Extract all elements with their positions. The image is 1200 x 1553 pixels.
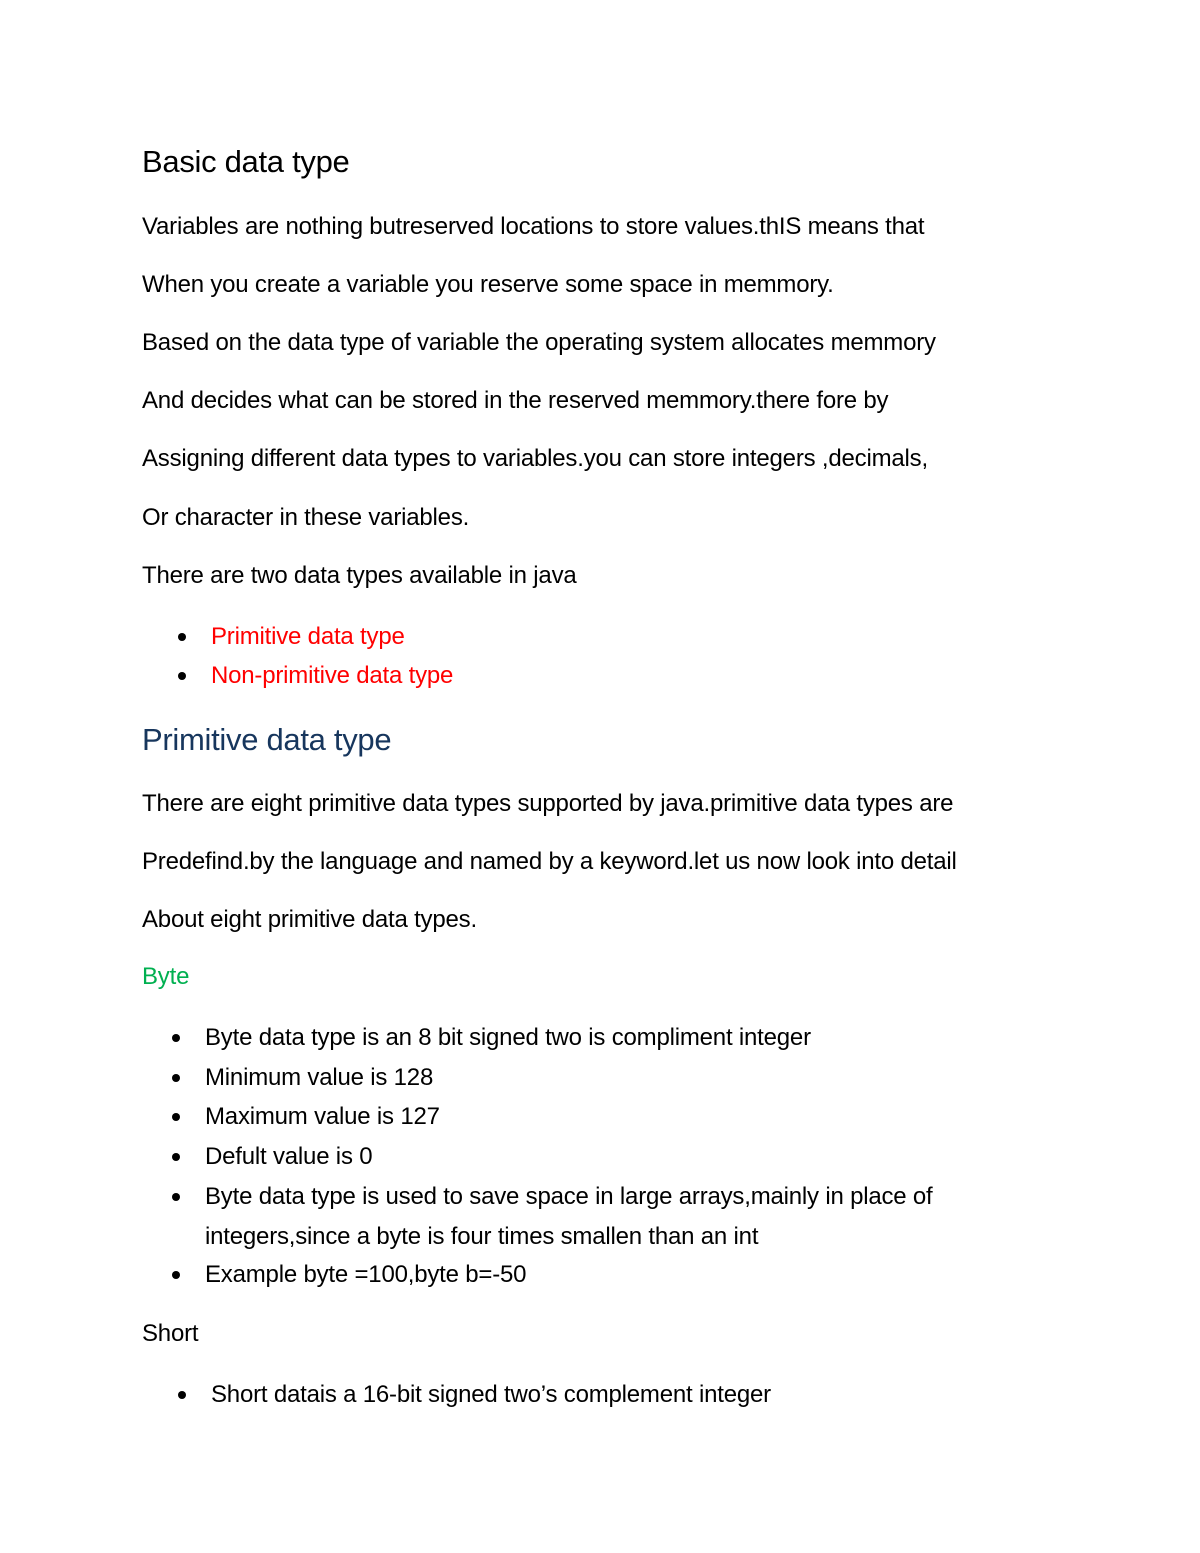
list-item-label: Non-primitive data type: [211, 662, 454, 689]
bullet-icon: [178, 633, 186, 641]
intro-line-1: Variables are nothing butreserved locations to store values.thIS means that: [142, 213, 925, 240]
primitive-line-2: Predefind.by the language and named by a keyword.let us now look into detail: [142, 848, 957, 875]
bullet-icon: [172, 1034, 180, 1042]
short-heading: Short: [142, 1320, 199, 1347]
intro-line-5: Assigning different data types to variables.you can store integers ,decimals,: [142, 445, 928, 472]
bullet-icon: [172, 1113, 180, 1121]
list-item-label: Byte data type is an 8 bit signed two is compliment integer: [205, 1024, 811, 1051]
intro-line-4: And decides what can be stored in the reserved memmory.there fore by: [142, 387, 889, 414]
list-item-continuation: integers,since a byte is four times smallen than an int: [205, 1223, 759, 1250]
byte-heading: Byte: [142, 963, 190, 990]
document-title: Basic data type: [142, 144, 350, 179]
list-item-label: Maximum value is 127: [205, 1103, 440, 1130]
bullet-icon: [178, 672, 186, 680]
list-item-label: Defult value is 0: [205, 1143, 373, 1170]
primitive-heading: Primitive data type: [142, 722, 392, 757]
intro-line-7: There are two data types available in java: [142, 562, 577, 589]
intro-line-6: Or character in these variables.: [142, 504, 470, 531]
bullet-icon: [172, 1193, 180, 1201]
bullet-icon: [172, 1153, 180, 1161]
primitive-line-1: There are eight primitive data types supported by java.primitive data types are: [142, 790, 954, 817]
list-item-label: Example byte =100,byte b=-50: [205, 1261, 527, 1288]
bullet-icon: [172, 1271, 180, 1279]
bullet-icon: [172, 1074, 180, 1082]
list-item-label: Short datais a 16-bit signed two’s complement integer: [211, 1381, 771, 1408]
bullet-icon: [178, 1391, 186, 1399]
intro-line-2: When you create a variable you reserve some space in memmory.: [142, 271, 834, 298]
list-item-label: Byte data type is used to save space in large arrays,mainly in place of: [205, 1183, 933, 1210]
list-item-label: Primitive data type: [211, 623, 405, 650]
intro-line-3: Based on the data type of variable the operating system allocates memmory: [142, 329, 936, 356]
list-item-label: Minimum value is 128: [205, 1064, 434, 1091]
primitive-line-3: About eight primitive data types.: [142, 906, 477, 933]
